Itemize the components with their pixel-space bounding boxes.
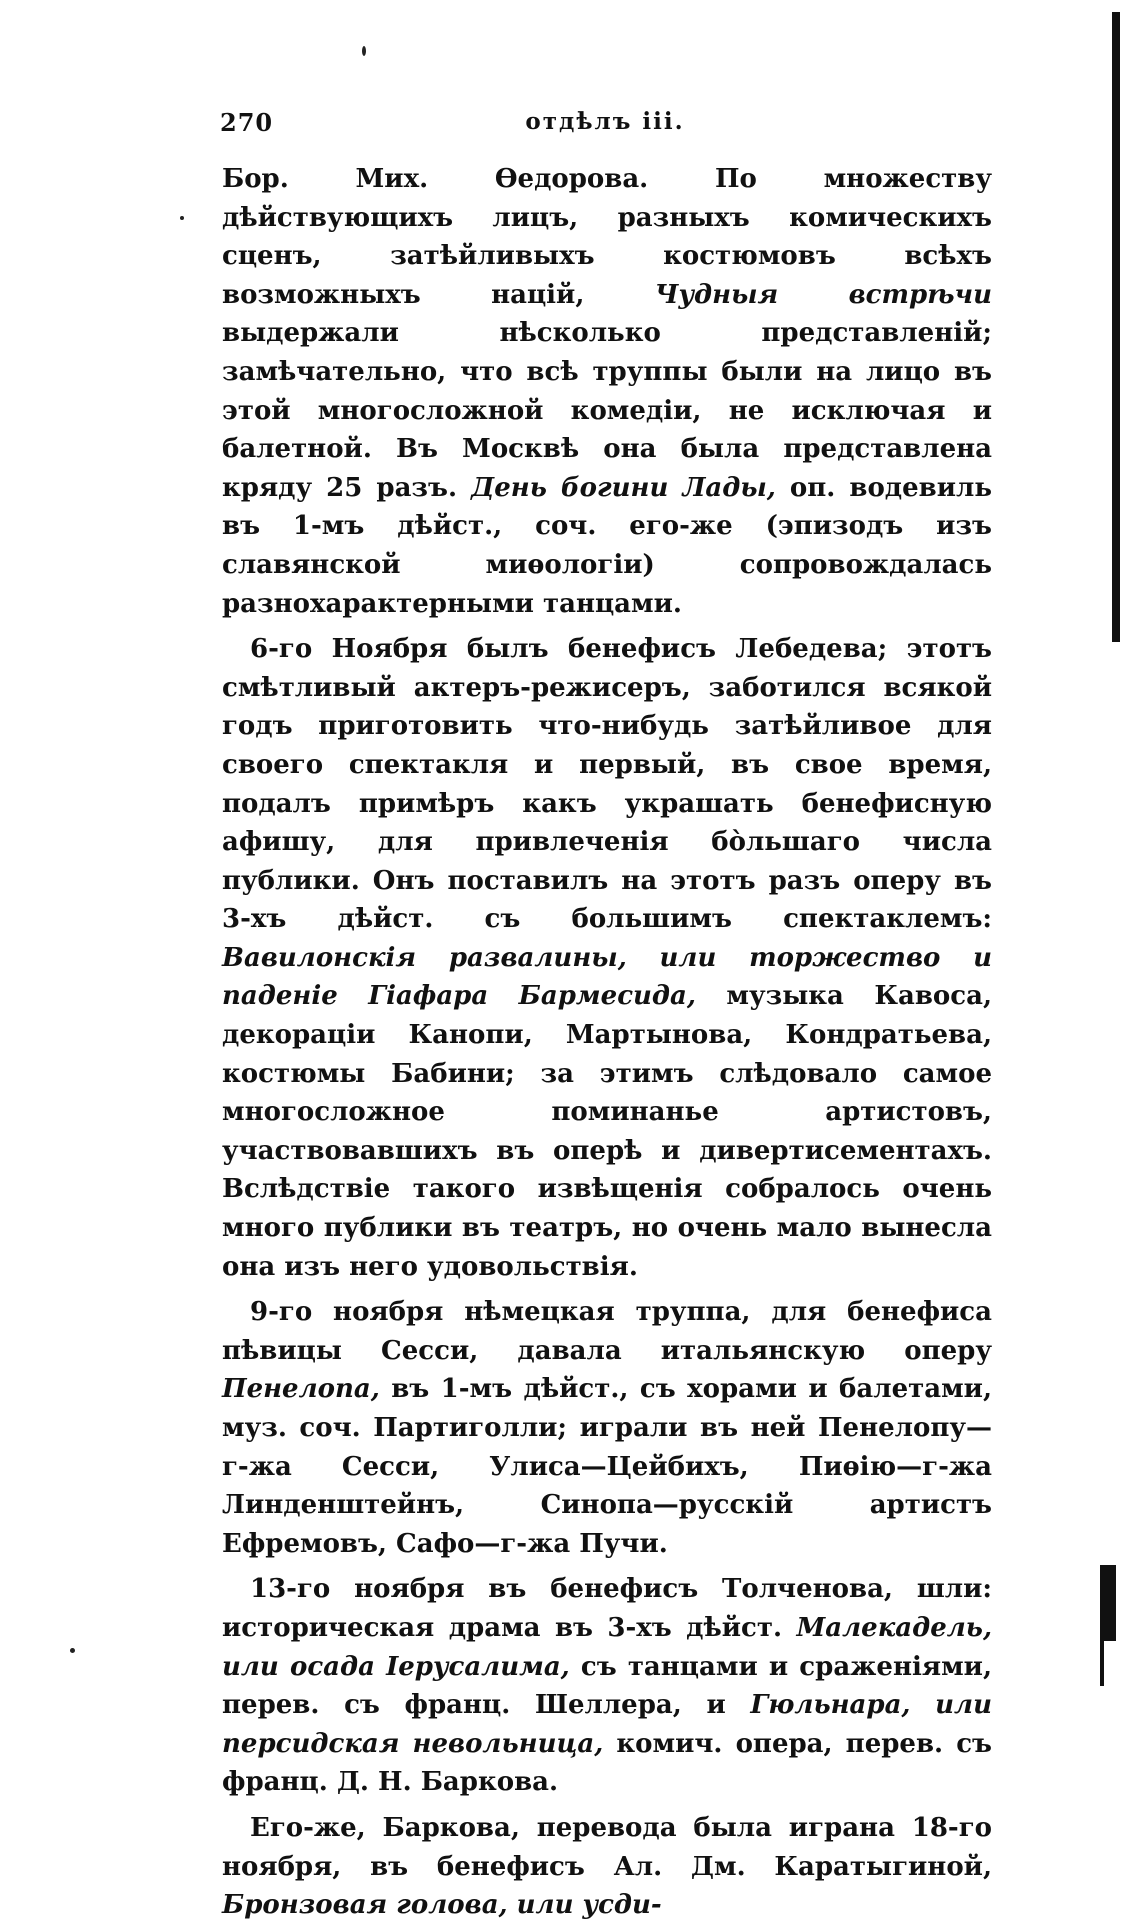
- text-run: оп. водевиль въ 1-мъ дѣйст., соч. его-же (эпизодъ изъ славянской миѳологіи) сопровождалась разнохарактерными танцами.: [222, 472, 992, 619]
- scan-margin-bar-lower: [1100, 1565, 1116, 1641]
- text-run: выдержали нѣсколько представленій; замѣчательно, что всѣ труппы были на лицо въ этой многосложной комедіи, не исключая и балетной. Въ Москвѣ она была представлена кряду 25 разъ.: [222, 318, 992, 503]
- paragraph-1: [222, 160, 992, 623]
- text-run: 13-го ноября въ бенефисъ Толченова, шли: историческая драма въ 3-хъ дѣйст.: [222, 1574, 992, 1643]
- italic-title: Бронзовая голова, или усди-: [222, 1890, 662, 1921]
- page-number: 270: [220, 108, 274, 137]
- italic-title: Малекадель, или осада Іерусалима,: [222, 1612, 992, 1682]
- paragraph-4: [222, 1570, 992, 1802]
- text-run: съ танцами и сраженіями, перев. съ франц. Шеллера, и: [222, 1651, 992, 1721]
- scan-speck: [70, 1648, 75, 1653]
- text-run: комич. опера, перев. съ франц. Д. Н. Баркова.: [222, 1728, 992, 1798]
- text-run: музыка Кавоса, декораціи Канопи, Мартынова, Кондратьева, костюмы Бабини; за этимъ слѣдовало самое многосложное поминанье артистовъ, участвовавшихъ въ оперѣ и дивертисементахъ. Вслѣдствіе такого извѣщенія собралось очень много публики въ театръ, но очень мало вынесла она изъ него удовольствія.: [222, 981, 992, 1282]
- paragraph-5: [222, 1809, 992, 1925]
- paragraph-3: [222, 1293, 992, 1563]
- italic-title: Чудныя встрѣчи: [654, 279, 992, 310]
- text-run: Его-же, Баркова, перевода была играна 18-го ноября, въ бенефисъ Ал. Дм. Каратыгиной,: [222, 1812, 992, 1882]
- italic-title: Вавилонскія развалины, или торжество и паденіе Гіафара Бармесида,: [222, 942, 992, 1012]
- page-header: [220, 108, 990, 148]
- scan-margin-bracket: [1100, 1640, 1104, 1686]
- text-run: въ 1-мъ дѣйст., съ хорами и балетами, муз. соч. Партиголли; играли въ ней Пенелопу—г-жа Сесси, Улиса—Цейбихъ, Пиѳію—г-жа Линденштейнъ, Синопа—русскій артистъ Ефремовъ, Сафо—г-жа Пучи.: [222, 1374, 992, 1559]
- scan-speck: [180, 216, 184, 220]
- italic-title: Гюльнара, или персидская невольница,: [222, 1690, 992, 1759]
- section-title: отдѣлъ ііі.: [525, 108, 685, 135]
- scan-speck: [362, 46, 366, 56]
- text-run: 9-го ноября нѣмецкая труппа, для бенефиса пѣвицы Сесси, давала итальянскую оперу: [222, 1297, 992, 1366]
- scan-margin-bar-upper: [1112, 12, 1120, 642]
- italic-title: День богини Лады,: [471, 472, 776, 503]
- italic-title: Пенелопа,: [222, 1374, 380, 1405]
- paragraph-2: [222, 630, 992, 1286]
- text-run: 6-го Ноября былъ бенефисъ Лебедева; этотъ смѣтливый актеръ-режисеръ, заботился всякой годъ приготовить что-нибудь затѣйливое для своего спектакля и первый, въ свое время, подалъ примѣръ какъ украшать бенефисную афишу, для привлеченія бòльшаго числа публики. Онъ поставилъ на этотъ разъ оперу въ 3-хъ дѣйст. съ большимъ спектаклемъ:: [222, 634, 992, 935]
- body-text: [222, 160, 992, 1932]
- text-run: Бор. Мих. Ѳедорова. По множеству дѣйствующихъ лицъ, разныхъ комическихъ сценъ, затѣйливыхъ костюмовъ всѣхъ возможныхъ націй,: [222, 164, 992, 310]
